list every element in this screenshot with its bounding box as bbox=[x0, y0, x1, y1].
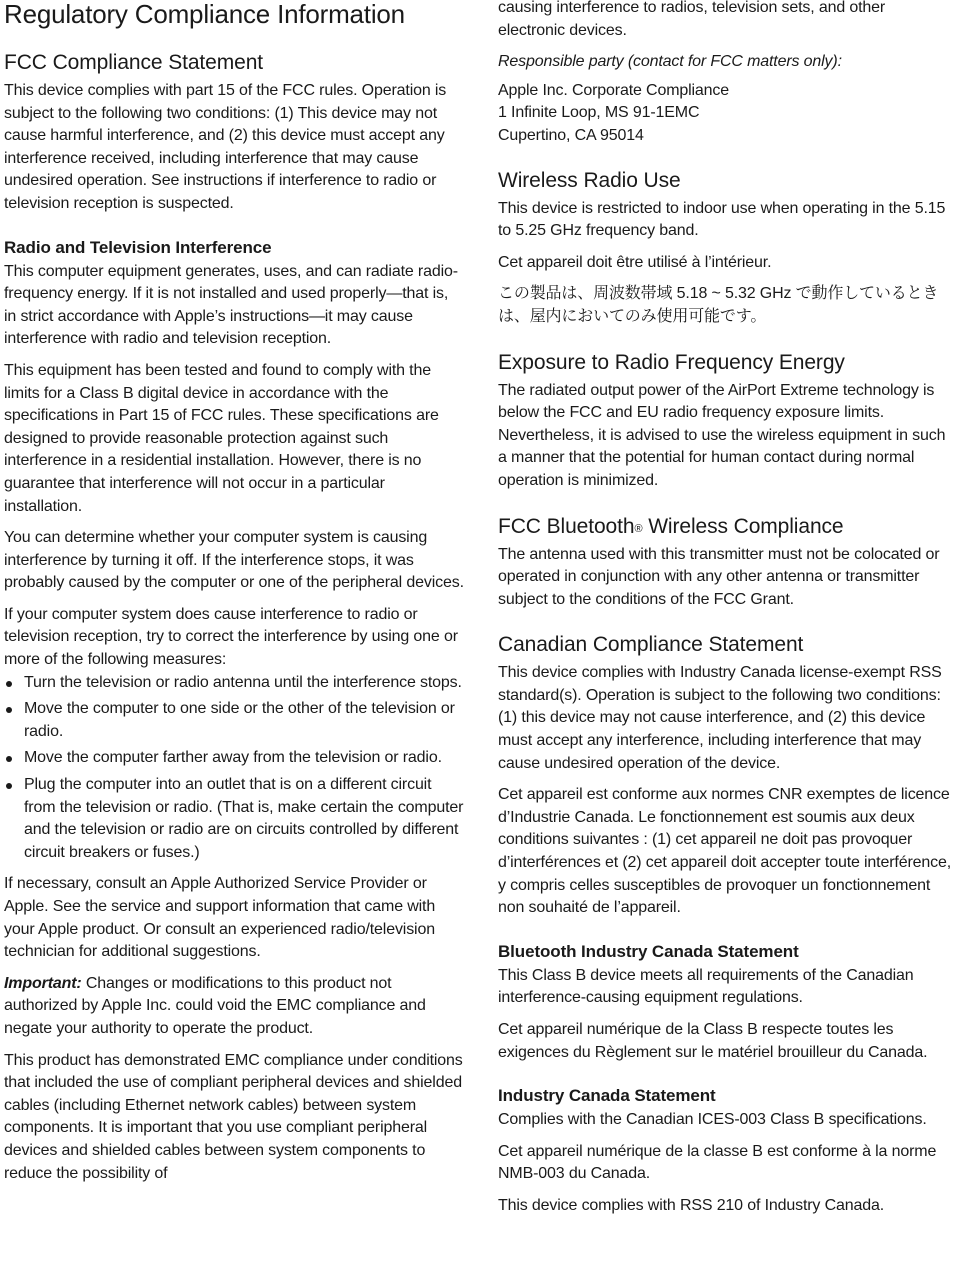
fcc-compliance-body: This device complies with part 15 of the FCC rules. Operation is subject to the following two conditions: (1) This device may not cause harmful interference, and (2) this device must accept any interference received, including interference that may cause undesired operation. See instructions if interference to radio or television reception is suspected. bbox=[4, 82, 447, 212]
bullet-icon bbox=[6, 707, 12, 713]
right-column bbox=[498, 0, 956, 1227]
bullet-icon bbox=[6, 681, 12, 687]
paragraph: Cet appareil numérique de la Class B respecte toutes les exigences du Règlement sur le matériel brouilleur du Canada. bbox=[498, 1021, 928, 1061]
paragraph: Complies with the Canadian ICES-003 Class B specifications. bbox=[498, 1111, 927, 1129]
paragraph: The radiated output power of the AirPort Extreme technology is below the FCC and EU radio frequency exposure limits. Nevertheless, it is advised to use the wireless equipment in such a manner that the potential for human contact during normal operation is minimized. bbox=[498, 381, 946, 489]
fcc-compliance-section bbox=[4, 50, 464, 216]
bullet-icon bbox=[6, 756, 12, 762]
paragraph: If your computer system does cause interference to radio or television reception, try to correct the interference by using one or more of the following measures: bbox=[4, 605, 458, 669]
paragraph: You can determine whether your computer system is causing interference by turning it off. If the interference stops, it was probably caused by the computer or one of the peripheral devices. bbox=[4, 529, 464, 592]
industry-canada-section bbox=[498, 1085, 956, 1217]
address-line: Apple Inc. Corporate Compliance bbox=[498, 81, 730, 99]
responsible-party-label: Responsible party (contact for FCC matters only): bbox=[498, 53, 842, 71]
list-item-text: Move the computer farther away from the television or radio. bbox=[24, 749, 442, 767]
bluetooth-fcc-heading bbox=[498, 514, 956, 540]
address-line: 1 Infinite Loop, MS 91-1EMC bbox=[498, 104, 700, 122]
important-notice bbox=[4, 973, 464, 1041]
paragraph: This device is restricted to indoor use when operating in the 5.15 to 5.25 GHz frequency band. bbox=[498, 199, 946, 240]
address-block bbox=[498, 80, 956, 148]
fcc-compliance-heading: FCC Compliance Statement bbox=[4, 51, 264, 74]
paragraph: This computer equipment generates, uses, and can radiate radio-frequency energy. If it is not installed and used properly—that is, in strict accordance with Apple’s instructions—it may cause interference with radio and television reception. bbox=[4, 262, 458, 348]
list-item bbox=[4, 698, 464, 743]
bullet-icon bbox=[6, 783, 12, 789]
canadian-compliance-section bbox=[498, 632, 956, 920]
canadian-compliance-heading: Canadian Compliance Statement bbox=[498, 633, 804, 657]
paragraph: The antenna used with this transmitter must not be colocated or operated in conjunction with any other antenna or transmitter subject to the conditions of the FCC Grant. bbox=[498, 545, 940, 608]
address-line: Cupertino, CA 95014 bbox=[498, 126, 644, 144]
rf-exposure-heading: Exposure to Radio Frequency Energy bbox=[498, 350, 845, 374]
bluetooth-ic-heading: Bluetooth Industry Canada Statement bbox=[498, 941, 799, 961]
paragraph: この製品は、周波数帯域 5.18 ~ 5.32 GHz で動作しているときは、屋内においてのみ使用可能です。 bbox=[498, 285, 939, 325]
continued-paragraph: causing interference to radios, television sets, and other electronic devices. bbox=[498, 0, 886, 39]
paragraph: Cet appareil numérique de la classe B est conforme à la norme NMB-003 du Canada. bbox=[498, 1142, 937, 1183]
page-title: Regulatory Compliance Information bbox=[4, 0, 405, 29]
list-item bbox=[4, 672, 464, 695]
paragraph: This Class B device meets all requirements of the Canadian interference-causing equipment regulations. bbox=[498, 966, 914, 1007]
rf-exposure-section bbox=[498, 350, 956, 493]
list-item bbox=[4, 747, 464, 770]
wireless-radio-heading: Wireless Radio Use bbox=[498, 168, 681, 192]
important-text: Changes or modifications to this product not authorized by Apple Inc. could void the EMC compliance and negate your authority to operate the product. bbox=[4, 974, 426, 1037]
paragraph: This device complies with Industry Canada license-exempt RSS standard(s). Operation is subject to the following two conditions: (1) this device may not cause interference, and (2) this device must accept any interference, including interference that may cause undesired operation of the device. bbox=[498, 664, 942, 772]
paragraph: This device complies with RSS 210 of Industry Canada. bbox=[498, 1196, 885, 1214]
paragraph: This equipment has been tested and found to comply with the limits for a Class B digital device in accordance with the specifications in Part 15 of FCC rules. These specifications are designed to provide reasonable protection against such interference in a residential installation. However, there is no guarantee that interference will not occur in a particular installation. bbox=[4, 361, 439, 515]
paragraph: If necessary, consult an Apple Authorized Service Provider or Apple. See the service and support information that came with your Apple product. Or consult an experienced radio/television technician for additional suggestions. bbox=[4, 875, 436, 961]
measures-list bbox=[4, 672, 464, 865]
paragraph: Cet appareil doit être utilisé à l’intérieur. bbox=[498, 253, 772, 271]
industry-canada-heading: Industry Canada Statement bbox=[498, 1086, 716, 1106]
radio-tv-interference-section bbox=[4, 237, 464, 1186]
left-column bbox=[4, 0, 464, 1194]
wireless-radio-section bbox=[498, 168, 956, 329]
list-item-text: Plug the computer into an outlet that is on a different circuit from the television or radio. (That is, make certain the computer and the television or radio are on circuits controlled by different circuit breakers or fuses.) bbox=[24, 776, 464, 861]
paragraph: Cet appareil est conforme aux normes CNR exemptes de licence d’Industrie Canada. Le fonctionnement est soumis aux deux conditions suivantes : (1) cet appareil ne doit pas provoquer d’interférences et (2) cet appareil doit accepter toute interférence, y compris celles susceptibles de provoquer un fonctionnement non souhaité de l’appareil. bbox=[498, 786, 952, 917]
list-item-text: Move the computer to one side or the other of the television or radio. bbox=[24, 700, 455, 740]
list-item bbox=[4, 774, 464, 864]
paragraph: This product has demonstrated EMC compliance under conditions that included the use of compliant peripheral devices and shielded cables (including Ethernet network cables) between system components. It is important that you use compliant peripheral devices and shielded cables between system components to reduce the possibility of bbox=[4, 1051, 463, 1182]
bluetooth-ic-section bbox=[498, 941, 956, 1064]
heading-text: FCC Bluetooth bbox=[498, 514, 635, 538]
bluetooth-fcc-section bbox=[498, 514, 956, 612]
radio-tv-interference-heading: Radio and Television Interference bbox=[4, 237, 272, 257]
heading-text: Wireless Compliance bbox=[642, 514, 844, 538]
list-item-text: Turn the television or radio antenna until the interference stops. bbox=[24, 673, 462, 691]
registered-mark: ® bbox=[634, 522, 643, 535]
important-label: Important: bbox=[4, 974, 82, 992]
